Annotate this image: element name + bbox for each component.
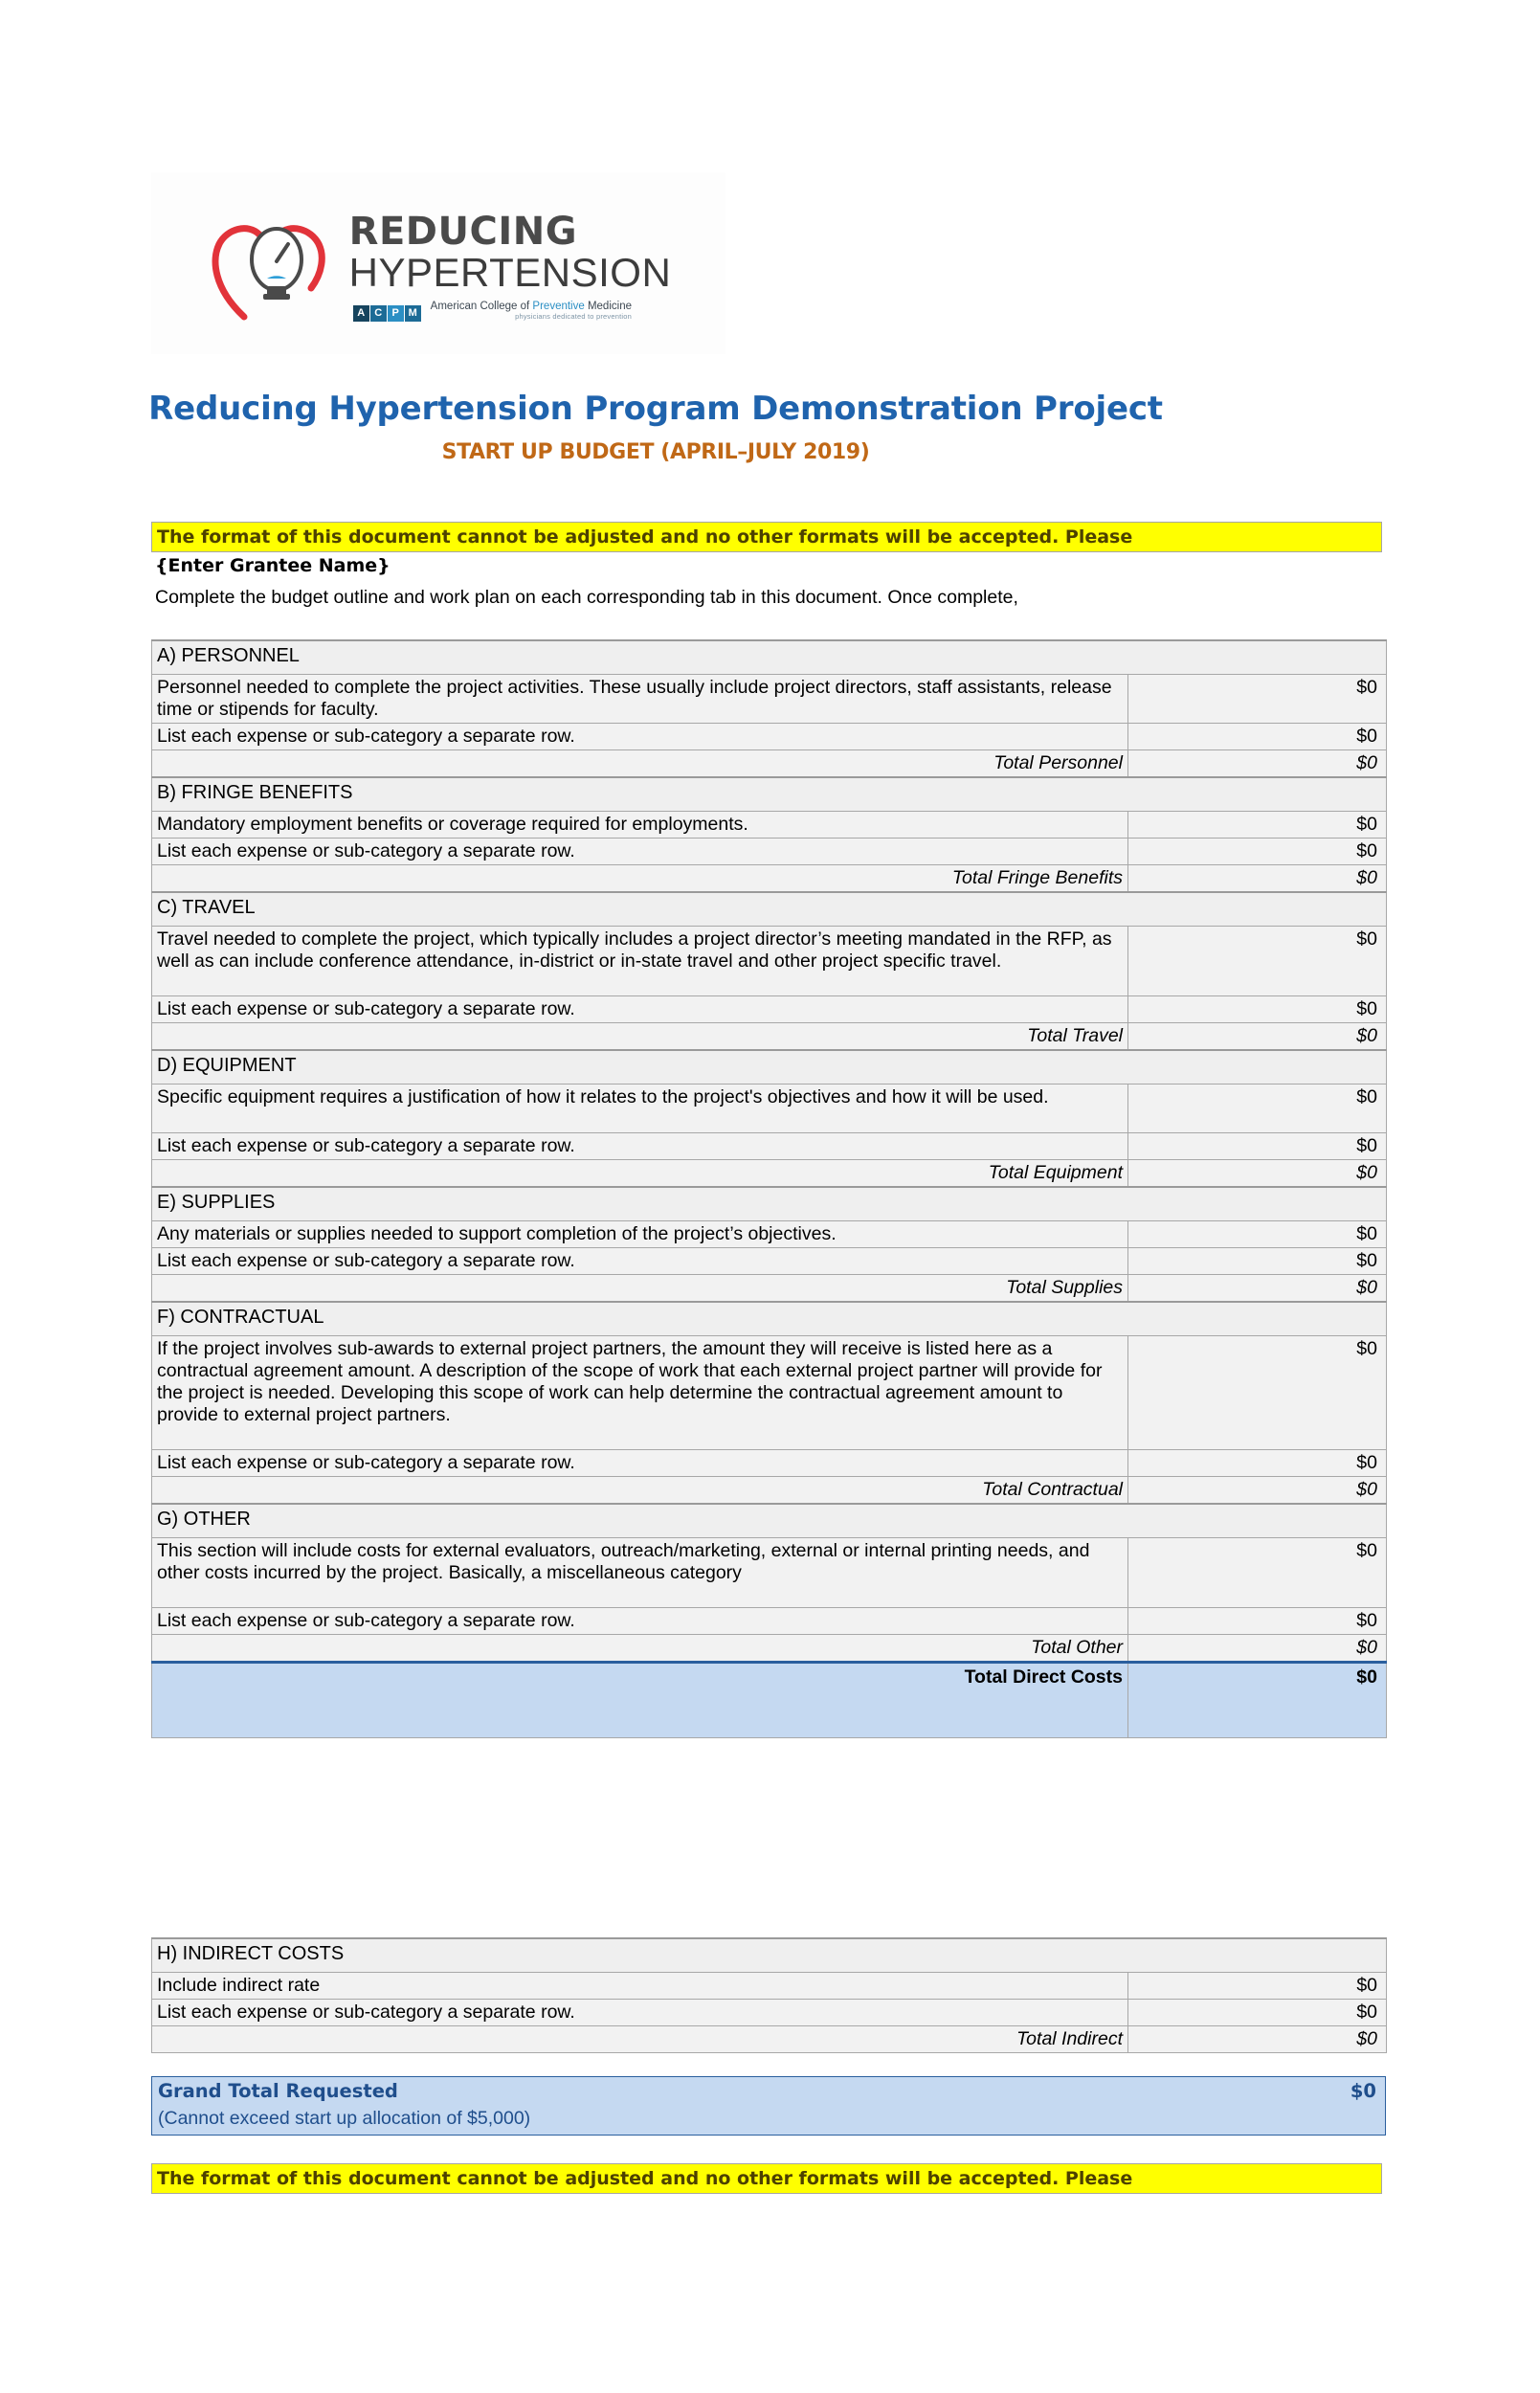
section-total-amount-2: $0: [1128, 1023, 1387, 1050]
section-description-4: Any materials or supplies needed to support completion of the project’s objectives.: [157, 1223, 837, 1245]
logo-reducing-text: REDUCING: [348, 210, 578, 255]
indirect-list-amount[interactable]: $0: [1128, 2000, 1387, 2026]
format-notice-top: [151, 522, 1382, 552]
acpm-letter-a: A: [353, 305, 369, 322]
description-cell: [152, 1538, 1128, 1608]
format-notice-top-text: The format of this document cannot be adjusted and no other formats will be accepted. Please: [157, 526, 1133, 548]
section-total-label-4: Total Supplies: [152, 1274, 1128, 1301]
total-indirect-amount: $0: [1128, 2026, 1387, 2053]
section-description-0: Personnel needed to complete the project activities. These usually include project directors, staff assistants, release time or stipends for faculty.: [157, 677, 1112, 721]
section-desc-amount-3[interactable]: $0: [1128, 1085, 1387, 1133]
section-description-6: This section will include costs for external evaluators, outreach/marketing, external or internal printing needs, and other costs incurred by the project. Basically, a miscellaneous category: [157, 1540, 1090, 1583]
section-header-1: B) FRINGE BENEFITS: [152, 777, 1387, 812]
table-row: [152, 2026, 1387, 2053]
budget-table: [151, 639, 1387, 1738]
section-header-3: D) EQUIPMENT: [152, 1050, 1387, 1085]
indirect-rate-label: Include indirect rate: [152, 1973, 1128, 2000]
acpm-tagline: physicians dedicated to prevention: [515, 312, 632, 322]
indirect-list-label: List each expense or sub-category a separate row.: [152, 2000, 1128, 2026]
table-row: [152, 892, 1387, 927]
section-list-amount-4[interactable]: $0: [1128, 1248, 1387, 1275]
table-row: [152, 1662, 1387, 1737]
table-row: [152, 675, 1387, 724]
grand-total-note: (Cannot exceed start up allocation of $5,000): [158, 2108, 531, 2129]
acpm-letter-c: C: [370, 305, 387, 322]
budget-table-body: [152, 640, 1387, 1737]
description-cell: [152, 1336, 1128, 1450]
table-row: [152, 750, 1387, 777]
section-description-1: Mandatory employment benefits or coverage required for employments.: [157, 814, 748, 836]
table-row: [152, 1302, 1387, 1336]
section-total-label-6: Total Other: [152, 1634, 1128, 1662]
section-list-amount-3[interactable]: $0: [1128, 1133, 1387, 1160]
table-row: [152, 996, 1387, 1023]
table-row: [152, 1450, 1387, 1477]
section-description-3: Specific equipment requires a justification of how it relates to the project's objectives and how it will be used.: [157, 1086, 1049, 1108]
grand-total-row: [151, 2076, 1386, 2136]
section-total-label-1: Total Fringe Benefits: [152, 865, 1128, 892]
format-notice-bottom: [151, 2163, 1382, 2194]
logo-hypertension-text: HYPERTENSION: [348, 250, 672, 296]
total-direct-costs-amount: $0: [1128, 1662, 1387, 1737]
indirect-rate-amount[interactable]: $0: [1128, 1973, 1387, 2000]
section-total-label-2: Total Travel: [152, 1023, 1128, 1050]
section-total-amount-1: $0: [1128, 865, 1387, 892]
description-cell: [152, 812, 1128, 839]
table-row: [152, 1221, 1387, 1248]
table-row: [152, 865, 1387, 892]
list-expense-label-0: List each expense or sub-category a separate row.: [152, 724, 1128, 750]
section-desc-amount-2[interactable]: $0: [1128, 927, 1387, 996]
list-expense-label-6: List each expense or sub-category a separate row.: [152, 1608, 1128, 1635]
table-row: [152, 1973, 1387, 2000]
table-row: [152, 1336, 1387, 1450]
acpm-badge-icon: [353, 305, 421, 322]
section-description-5: If the project involves sub-awards to external project partners, the amount they will receive is listed here as a contractual agreement amount. A description of the scope of work that each external project partner will provide for the project is needed. Developing this scope of work can help determine the contractual agreement amount to provide to external project partners.: [157, 1338, 1103, 1425]
list-expense-label-1: List each expense or sub-category a separate row.: [152, 839, 1128, 865]
section-desc-amount-1[interactable]: $0: [1128, 812, 1387, 839]
section-header-indirect: H) INDIRECT COSTS: [152, 1938, 1387, 1973]
list-expense-label-3: List each expense or sub-category a separate row.: [152, 1133, 1128, 1160]
table-row: [152, 1133, 1387, 1160]
section-total-amount-6: $0: [1128, 1634, 1387, 1662]
grand-total-amount: $0: [1350, 2080, 1376, 2102]
section-total-amount-5: $0: [1128, 1476, 1387, 1503]
table-row: [152, 1050, 1387, 1085]
table-row: [152, 927, 1387, 996]
table-row: [152, 1023, 1387, 1050]
section-description-2: Travel needed to complete the project, which typically includes a project director’s meeting mandated in the RFP, as well as can include conference attendance, in-district or in-state travel and other project specific travel.: [157, 928, 1112, 973]
description-cell: [152, 1085, 1128, 1133]
table-row: [152, 1160, 1387, 1187]
table-row: [152, 1634, 1387, 1662]
table-row: [152, 724, 1387, 750]
table-row: [152, 1504, 1387, 1538]
grantee-name-placeholder[interactable]: {Enter Grantee Name}: [155, 555, 391, 576]
description-cell: [152, 675, 1128, 724]
description-cell: [152, 1221, 1128, 1248]
section-desc-amount-6[interactable]: $0: [1128, 1538, 1387, 1608]
list-expense-label-4: List each expense or sub-category a separate row.: [152, 1248, 1128, 1275]
section-list-amount-2[interactable]: $0: [1128, 996, 1387, 1023]
section-header-2: C) TRAVEL: [152, 892, 1387, 927]
table-row: [152, 1085, 1387, 1133]
table-row: [152, 640, 1387, 675]
section-total-label-0: Total Personnel: [152, 750, 1128, 777]
page-subtitle: START UP BUDGET (APRIL–JULY 2019): [441, 440, 870, 464]
program-logo: [151, 172, 725, 354]
section-total-amount-4: $0: [1128, 1274, 1387, 1301]
acpm-letter-p: P: [388, 305, 404, 322]
table-row: [152, 812, 1387, 839]
section-header-5: F) CONTRACTUAL: [152, 1302, 1387, 1336]
section-list-amount-5[interactable]: $0: [1128, 1450, 1387, 1477]
table-row: [152, 2000, 1387, 2026]
table-row: [152, 1938, 1387, 1973]
section-desc-amount-5[interactable]: $0: [1128, 1336, 1387, 1450]
description-cell: [152, 927, 1128, 996]
table-row: [152, 777, 1387, 812]
indirect-costs-table: [151, 1937, 1387, 2053]
total-direct-costs-label: Total Direct Costs: [152, 1662, 1128, 1737]
total-indirect-label: Total Indirect: [152, 2026, 1128, 2053]
acpm-letter-m: M: [405, 305, 421, 322]
instruction-text: Complete the budget outline and work plan on each corresponding tab in this document. Once complete,: [155, 587, 1018, 608]
table-row: [152, 1274, 1387, 1301]
table-row: [152, 1608, 1387, 1635]
section-header-0: A) PERSONNEL: [152, 640, 1387, 675]
table-row: [152, 839, 1387, 865]
section-header-4: E) SUPPLIES: [152, 1187, 1387, 1221]
format-notice-bottom-text: The format of this document cannot be adjusted and no other formats will be accepted. Please: [157, 2168, 1133, 2189]
section-total-label-5: Total Contractual: [152, 1476, 1128, 1503]
table-row: [152, 1476, 1387, 1503]
section-total-amount-3: $0: [1128, 1160, 1387, 1187]
acpm-org-name: American College of Preventive Medicine: [430, 301, 632, 313]
grand-total-label: Grand Total Requested: [158, 2080, 398, 2102]
table-row: [152, 1538, 1387, 1608]
table-row: [152, 1187, 1387, 1221]
page-title: Reducing Hypertension Program Demonstration Project: [148, 390, 1163, 428]
section-desc-amount-4[interactable]: $0: [1128, 1221, 1387, 1248]
section-list-amount-1[interactable]: $0: [1128, 839, 1387, 865]
list-expense-label-2: List each expense or sub-category a separate row.: [152, 996, 1128, 1023]
section-list-amount-6[interactable]: $0: [1128, 1608, 1387, 1635]
section-total-label-3: Total Equipment: [152, 1160, 1128, 1187]
list-expense-label-5: List each expense or sub-category a separate row.: [152, 1450, 1128, 1477]
section-header-6: G) OTHER: [152, 1504, 1387, 1538]
section-desc-amount-0[interactable]: $0: [1128, 675, 1387, 724]
section-list-amount-0[interactable]: $0: [1128, 724, 1387, 750]
table-row: [152, 1248, 1387, 1275]
heart-gauge-icon: [206, 204, 332, 330]
section-total-amount-0: $0: [1128, 750, 1387, 777]
